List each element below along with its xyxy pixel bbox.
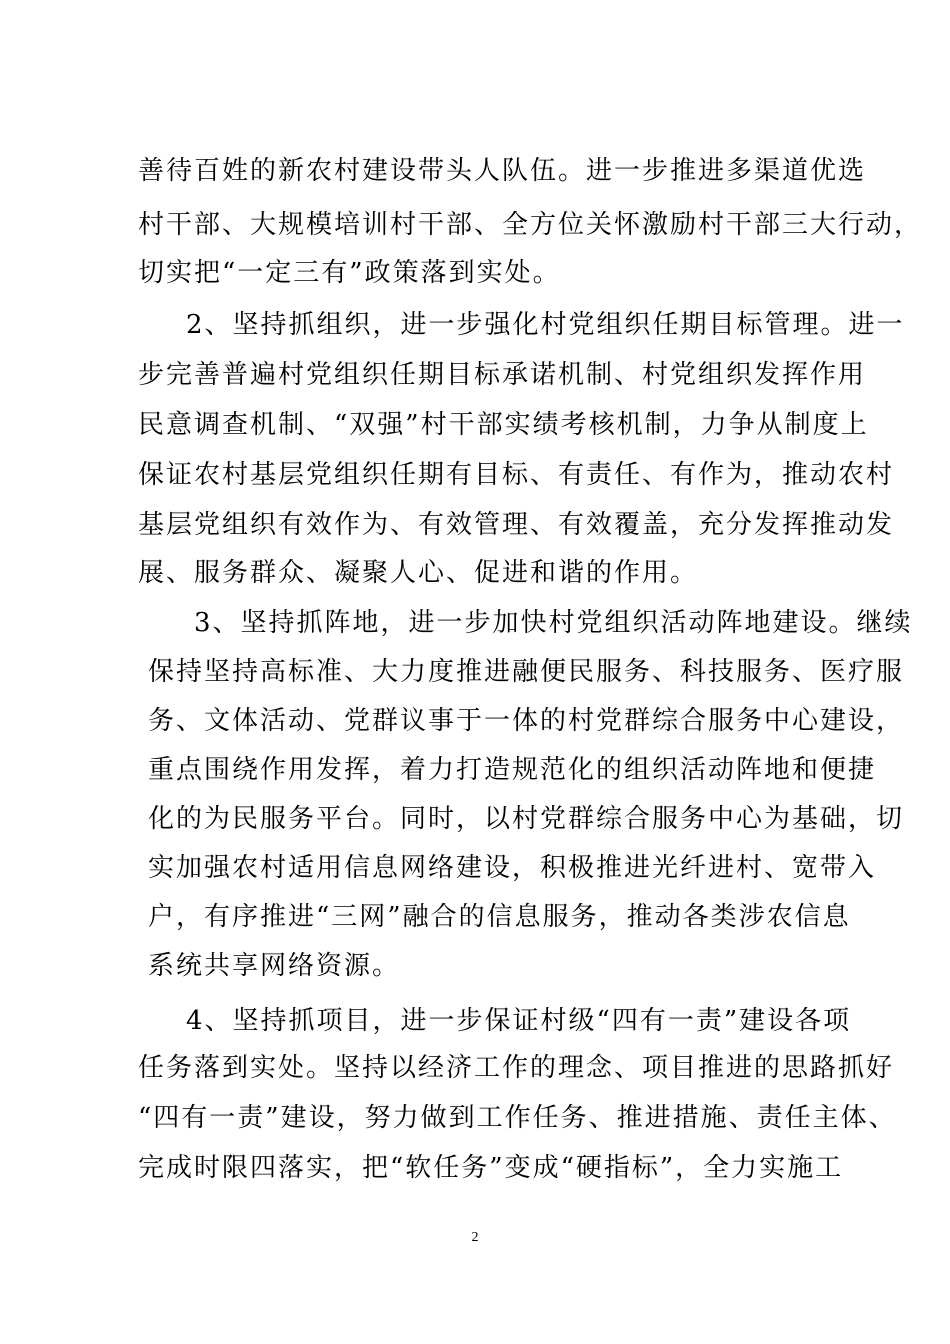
text-line: 民意调查机制、“双强”村干部实绩考核机制，力争从制度上 [138,410,869,440]
text-line: 保持坚持高标准、大力度推进融便民服务、科技服务、医疗服 [148,657,905,687]
text-line: 任务落到实处。坚持以经济工作的理念、项目推进的思路抓好 [138,1053,895,1083]
page-number: 2 [471,1230,479,1245]
text-line: 步完善普遍村党组织任期目标承诺机制、村党组织发挥作用 [138,360,867,390]
text-line: 4、坚持抓项目，进一步保证村级“四有一责”建设各项 [186,1006,852,1036]
text-line: 完成时限四落实，把“软任务”变成“硬指标”，全力实施工 [138,1153,844,1183]
text-line: 村干部、大规模培训村干部、全方位关怀激励村干部三大行动， [138,210,923,240]
text-line: 户，有序推进“三网”融合的信息服务，推动各类涉农信息 [148,902,851,932]
text-line: 实加强农村适用信息网络建设，积极推进光纤进村、宽带入 [148,853,877,883]
text-line: 切实把“一定三有”政策落到实处。 [138,258,561,288]
text-line: 2、坚持抓组织，进一步强化村党组织任期目标管理。进一 [186,310,905,340]
text-line: 系统共享网络资源。 [148,951,401,981]
text-line: 3、坚持抓阵地，进一步加快村党组织活动阵地建设。继续 [194,608,913,638]
text-line: 基层党组织有效作为、有效管理、有效覆盖，充分发挥推动发 [138,510,895,540]
text-line: 保证农村基层党组织任期有目标、有责任、有作为，推动农村 [138,460,895,490]
text-line: 化的为民服务平台。同时，以村党群综合服务中心为基础，切 [148,804,905,834]
text-line: “四有一责”建设，努力做到工作任务、推进措施、责任主体、 [138,1103,897,1133]
text-line: 展、服务群众、凝聚人心、促进和谐的作用。 [138,558,699,588]
text-line: 务、文体活动、党群议事于一体的村党群综合服务中心建设， [148,706,905,736]
text-line: 重点围绕作用发挥，着力打造规范化的组织活动阵地和便捷 [148,755,877,785]
text-line: 善待百姓的新农村建设带头人队伍。进一步推进多渠道优选 [138,156,867,186]
